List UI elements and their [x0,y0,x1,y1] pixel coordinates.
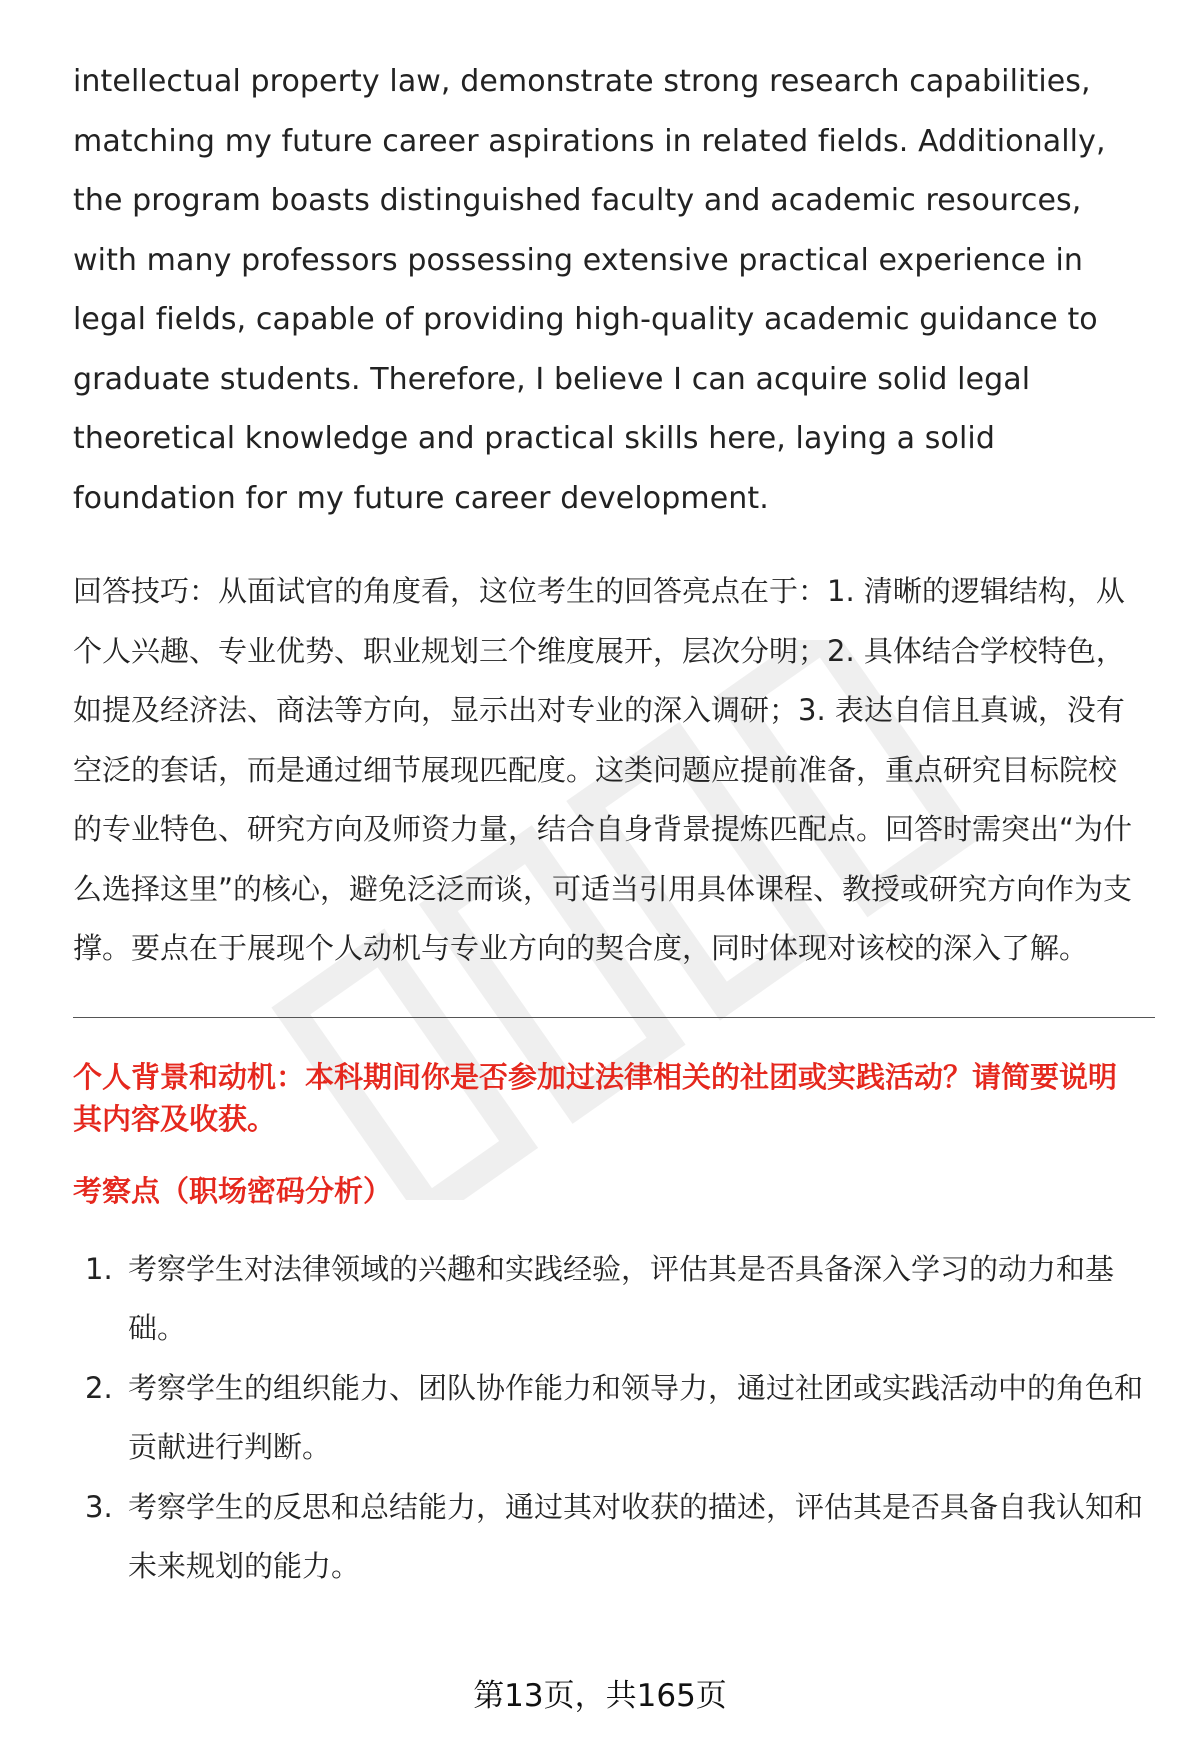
list-item-number: 1. [85,1251,113,1286]
analysis-section-label: 考察点（职场密码分析） [73,1173,393,1208]
analysis-points-list [73,1240,1145,1597]
intro-paragraph: intellectual property law, demonstrate strong research capabilities, matching my future career aspirations in related fields. Additionally, the program boasts distinguished faculty and academic resources, with many professors possessing extensive practical experience in legal fields, capable of providing high-quality academic guidance to graduate students. Therefore, I believe I can acquire solid legal theoretical knowledge and practical skills here, laying a solid foundation for my future career development. [73,64,1106,516]
list-item [73,1478,1145,1597]
answer-tips-text: 从面试官的角度看，这位考生的回答亮点在于：1. 清晰的逻辑结构，从个人兴趣、专业优势、职业规划三个维度展开，层次分明；2. 具体结合学校特色，如提及经济法、商法等方向，显示出对专业的深入调研；3. 表达自信且真诚，没有空泛的套话，而是通过细节展现匹配度。这类问题应提前准备，重点研究目标院校的专业特色、研究方向及师资力量，结合自身背景提炼匹配点。回答时需突出“为什么选择这里”的核心，避免泛泛而谈，可适当引用具体课程、教授或研究方向作为支撑。要点在于展现个人动机与专业方向的契合度，同时体现对该校的深入了解。 [73,574,1133,965]
list-item [73,1240,1145,1359]
page-footer: 第13页，共165页 [473,1678,727,1714]
list-item-number: 3. [85,1489,113,1524]
list-item-text: 考察学生的组织能力、团队协作能力和领导力，通过社团或实践活动中的角色和贡献进行判断。 [128,1370,1144,1464]
list-item-text: 考察学生的反思和总结能力，通过其对收获的描述，评估其是否具备自我认知和未来规划的能力。 [128,1489,1144,1583]
answer-tips [73,562,1145,979]
list-item-number: 2. [85,1370,113,1405]
question-heading: 个人背景和动机：本科期间你是否参加过法律相关的社团或实践活动？请简要说明其内容及收获。 [73,1059,1118,1136]
section-divider [73,1017,1155,1018]
list-item [73,1359,1145,1478]
answer-tips-label: 回答技巧： [73,574,219,608]
document-page [73,52,1145,1613]
list-item-text: 考察学生对法律领域的兴趣和实践经验，评估其是否具备深入学习的动力和基础。 [128,1251,1115,1345]
